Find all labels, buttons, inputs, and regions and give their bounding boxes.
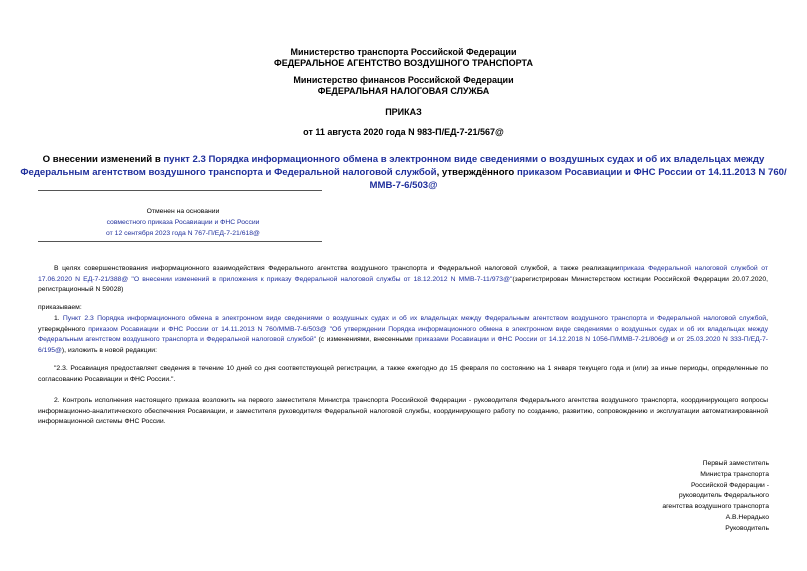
order-word: приказываем:	[38, 304, 82, 311]
intro-link-fns-order[interactable]: приказа Федеральной налоговой службой от 17.06.2020 N ЕД-7-21/388@ "О внесении изменений в приложения к приказу Федеральной налоговой службы от 18.12.2012 N ММВ-7-11/973@"	[38, 265, 769, 283]
org1-name: Министерство транспорта Российской Федерации	[290, 47, 517, 57]
item1-link-procedure[interactable]: Пункт 2.3 Порядка информационного обмена в электронном виде сведениями о воздушных судах и об их владельцах между Федеральным агентством воздушного транспорта и Федеральной налоговой службой	[62, 315, 767, 322]
org2-name: Министерство финансов Российской Федерации	[293, 75, 514, 85]
signature-name: А.В.Нерадько	[725, 513, 769, 521]
signature-line-3: Российской Федерации -	[690, 481, 769, 489]
intro-text-1: В целях совершенствования информационного взаимодействия Федерального агентства воздушного транспорта и Федеральной налоговой службой, а также реализации	[54, 265, 620, 272]
title-text-1: О внесении изменений в	[42, 154, 164, 165]
intro-paragraph	[38, 264, 768, 296]
item1-link-order-2018[interactable]: приказами Росавиации и ФНС России от 14.12.2018 N 1056-П/ММВ-7-21/806@	[415, 336, 669, 343]
divider-bottom	[38, 241, 322, 242]
signature-line-4: руководитель Федерального	[678, 492, 769, 500]
doc-type: ПРИКАЗ	[385, 107, 422, 117]
title-link-order[interactable]: приказом Росавиации и ФНС России от 14.11.2013 N 760/ММВ-7-6/503@	[369, 167, 787, 191]
org2-block	[0, 75, 807, 97]
signature-line-7: Руководитель	[725, 524, 769, 532]
item1-text-2: , утверждённого	[38, 315, 768, 333]
item-2-paragraph: 2. Контроль исполнения настоящего приказа возложить на первого заместителя Министра транспорта Российской Федерации - руководителя Федерального агентства воздушного транспорта, координирующего вопросы информационно-аналитического обеспечения Росавиации, и заместителя руководителя Федеральной налоговой службы, координирующего работу по созданию, развитию, сопровождению и эксплуатации автоматизированной информационной системы ФНС России.	[38, 397, 768, 425]
item1-text-3: (с изменениями, внесенными	[316, 336, 416, 343]
cancel-note-link-2[interactable]: от 12 сентября 2023 года N 767-П/ЕД-7-21/618@	[106, 230, 260, 237]
item1-link-order-2020[interactable]: от 25.03.2020 N 333-П/ЕД-7-6/195@	[38, 336, 769, 354]
title-link-procedure[interactable]: пункт 2.3 Порядка информационного обмена в электронном виде сведениями о воздушных судах и об их владельцах между Федеральным агентством воздушного транспорта и Федеральной налоговой службой	[20, 154, 765, 178]
signature-line-2: Министра транспорта	[700, 470, 769, 478]
item1-text-5: ), изложить в новой редакции:	[61, 346, 157, 354]
org1-agency: ФЕДЕРАЛЬНОЕ АГЕНТСТВО ВОЗДУШНОГО ТРАНСПОРТА	[274, 58, 533, 68]
signature-line-5: агентства воздушного транспорта	[662, 503, 769, 511]
org1-block	[0, 47, 807, 69]
quoted-clause: "2.3. Росавиация предоставляет сведения в течение 10 дней со дня соответствующей регистрации, а также ежегодно до 15 февраля по состоянию на 1 января текущего года и (или) за иные периоды, определенные по согласованию Росавиации и ФНС России.".	[38, 365, 768, 383]
signature-line-1: Первый заместитель	[702, 460, 769, 467]
cancel-note	[38, 206, 328, 239]
item-1-paragraph	[38, 314, 768, 356]
item1-link-order-2013[interactable]: приказом Росавиации и ФНС России от 14.11.2013 N 760/ММВ-7-6/503@ "Об утверждении Порядка информационного обмена в электронном виде сведениями о воздушных судах и об их владельцах между Федеральным агентством воздушного транспорта и Федеральной налоговой службой"	[38, 325, 768, 343]
divider-top	[38, 190, 322, 191]
doc-title	[20, 153, 787, 192]
cancel-note-text: Отменен на основании	[146, 208, 220, 215]
title-text-2: , утверждённого	[436, 167, 517, 178]
item1-text-4: и	[668, 336, 678, 343]
signature-block	[569, 459, 769, 535]
item1-text-1: 1.	[54, 315, 63, 322]
cancel-note-link-1[interactable]: совместного приказа Росавиации и ФНС России	[106, 219, 260, 226]
org2-service: ФЕДЕРАЛЬНАЯ НАЛОГОВАЯ СЛУЖБА	[317, 86, 490, 96]
intro-text-2: (зарегистрирован Министерством юстиции Российской Федерации 20.07.2020, регистрационный N 59028)	[38, 275, 769, 293]
doc-date: от 11 августа 2020 года N 983-П/ЕД-7-21/567@	[303, 127, 504, 137]
